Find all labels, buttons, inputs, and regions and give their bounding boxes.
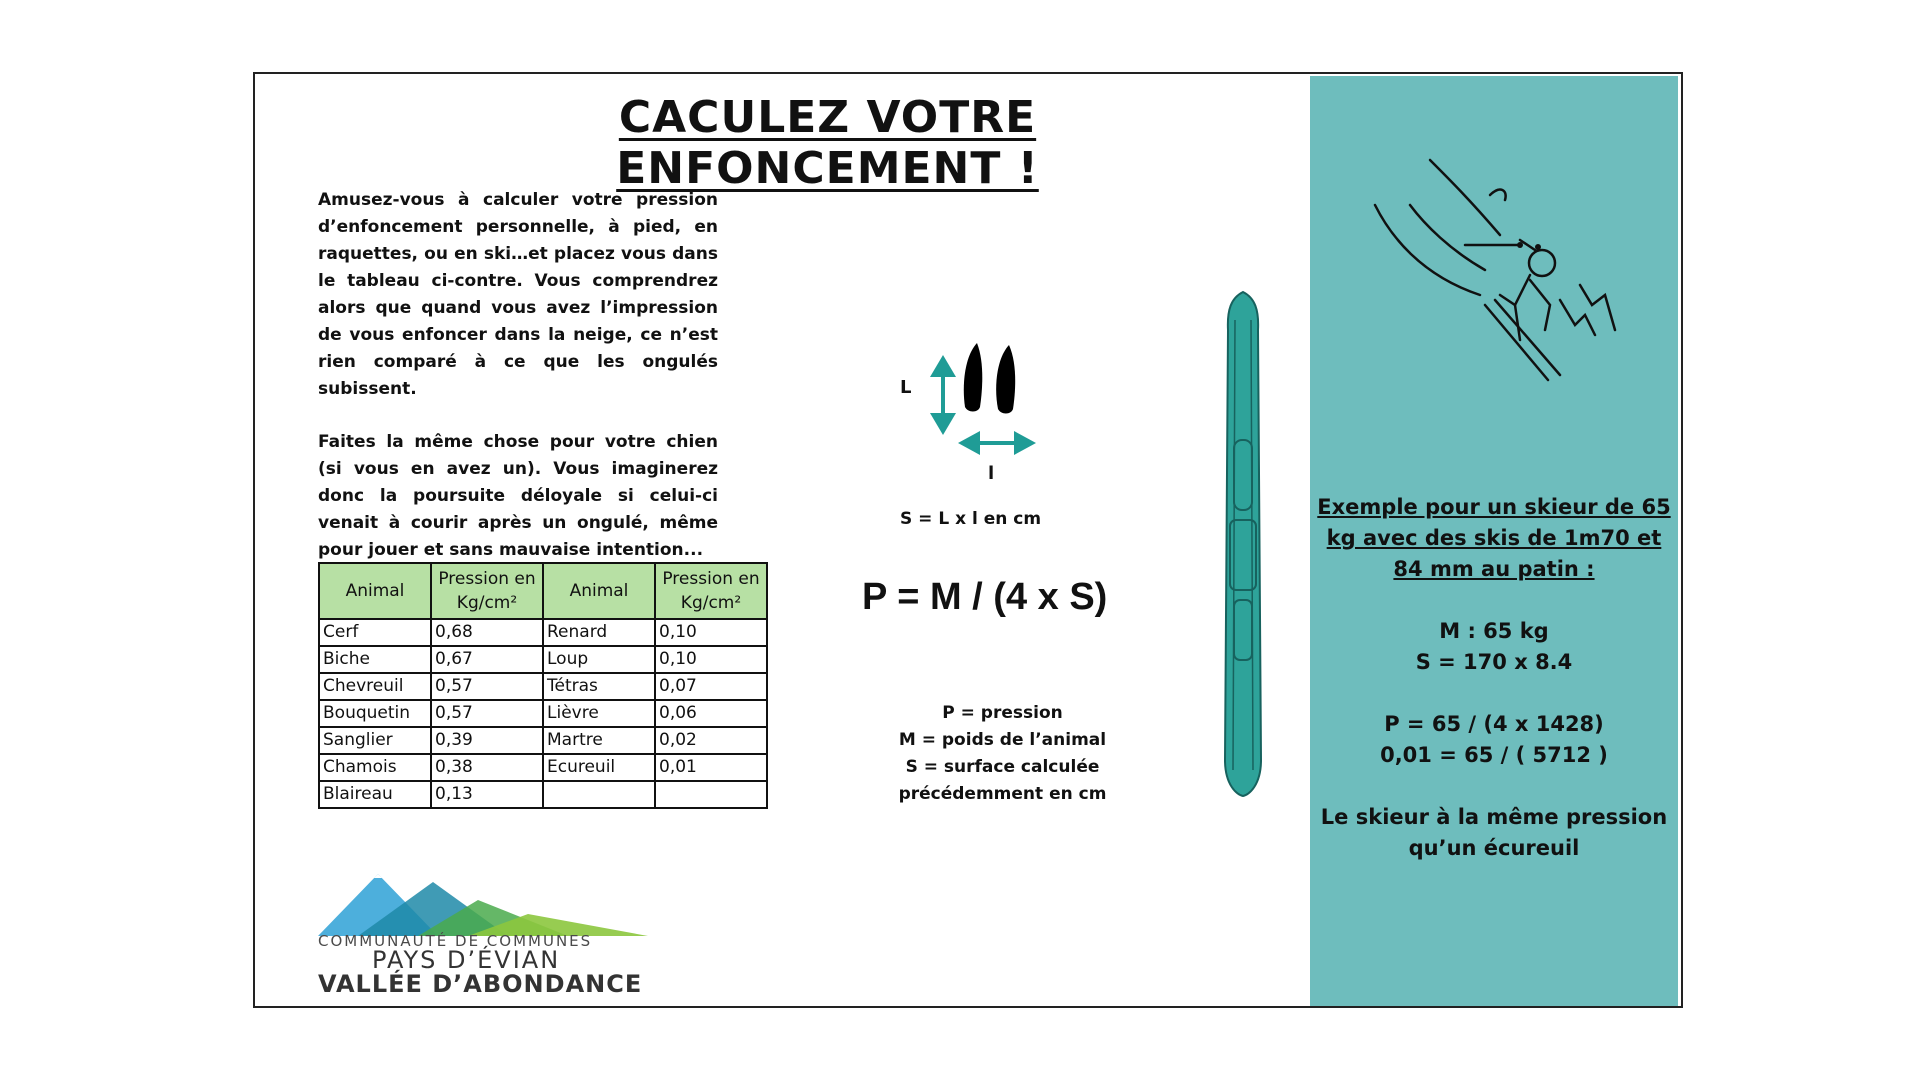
table-cell: 0,10 [655,646,767,673]
formula-legend [840,700,1165,808]
example-spacer [1310,585,1678,616]
example-surface: S = 170 x 8.4 [1415,650,1573,674]
mountains-logo-icon [318,870,648,936]
table-row [319,619,767,646]
table-cell: 0,57 [431,673,543,700]
logo-line-1: COMMUNAUTÉ DE COMMUNES [318,932,593,950]
example-spacer [1310,771,1678,802]
table-cell: 0,10 [655,619,767,646]
table-cell: 0,06 [655,700,767,727]
table-cell: Chevreuil [319,673,431,700]
table-row [319,673,767,700]
table-cell: Renard [543,619,655,646]
example-spacer [1310,678,1678,709]
table-cell: Lièvre [543,700,655,727]
table-cell: Tétras [543,673,655,700]
page-title: CACULEZ VOTRE ENFONCEMENT ! [616,92,1039,194]
example-conclusion: Le skieur à la même pression qu’un écureuil [1320,805,1668,860]
table-cell: 0,39 [431,727,543,754]
table-cell: 0,13 [431,781,543,808]
legend-pressure: P = pression [942,703,1063,723]
pressure-formula: P = M / (4 x S) [862,576,1108,618]
pressure-table [318,562,768,809]
table-cell: Biche [319,646,431,673]
example-mass: M : 65 kg [1439,619,1549,643]
table-cell: 0,68 [431,619,543,646]
table-row [319,700,767,727]
table-row [319,646,767,673]
table-cell: 0,57 [431,700,543,727]
length-label: L [900,377,912,398]
table-cell: Cerf [319,619,431,646]
table-cell: 0,07 [655,673,767,700]
table-cell: 0,01 [655,754,767,781]
intro-paragraph-1: Amusez-vous à calculer votre pression d’enfoncement personnelle, à pied, en raquettes, ou en ski…et placez vous dans le tableau ci-contre. Vous comprendrez alors que quand vous avez l’impression de vous enfoncer dans la neige, ce n’est rien comparé à ce que les ongulés subissent. [318,190,718,399]
skier-icon [1370,155,1630,385]
legend-surface: S = surface calculée précédemment en cm [898,757,1107,804]
hoof-print-diagram [920,335,1040,465]
example-pressure: P = 65 / (4 x 1428) [1384,712,1604,736]
table-cell [543,781,655,808]
logo-line-3: VALLÉE D’ABONDANCE [318,970,643,998]
table-cell: Blaireau [319,781,431,808]
table-header: Pression en Kg/cm² [655,563,767,619]
intro-text [318,187,718,590]
table-cell: 0,38 [431,754,543,781]
legend-mass: M = poids de l’animal [898,730,1107,750]
example-text [1310,492,1678,864]
table-cell [655,781,767,808]
horizontal-arrow-icon [958,431,1036,455]
table-row [319,781,767,808]
logo-line-2: PAYS D’ÉVIAN [372,946,561,974]
table-header: Animal [543,563,655,619]
ski-icon [1215,290,1271,800]
example-title: Exemple pour un skieur de 65 kg avec des skis de 1m70 et 84 mm au patin : [1317,495,1671,581]
hoof-print-icon [964,343,1015,414]
table-cell: 0,02 [655,727,767,754]
vertical-arrow-icon [930,355,956,435]
table-header: Animal [319,563,431,619]
example-result: 0,01 = 65 / ( 5712 ) [1380,743,1608,767]
surface-formula: S = L x l en cm [900,509,1042,529]
table-cell: Loup [543,646,655,673]
intro-paragraph-2: Faites la même chose pour votre chien (si vous en avez un). Vous imaginerez donc la poursuite déloyale si celui-ci venait à courir après un ongulé, même pour jouer et sans mauvaise intention... [318,432,718,560]
table-header: Pression en Kg/cm² [431,563,543,619]
table-row [319,754,767,781]
table-cell: Bouquetin [319,700,431,727]
table-cell: 0,67 [431,646,543,673]
table-row [319,727,767,754]
table-cell: Sanglier [319,727,431,754]
width-label: l [988,463,995,484]
table-header-row [319,563,767,619]
table-cell: Chamois [319,754,431,781]
table-cell: Martre [543,727,655,754]
table-cell: Ecureuil [543,754,655,781]
